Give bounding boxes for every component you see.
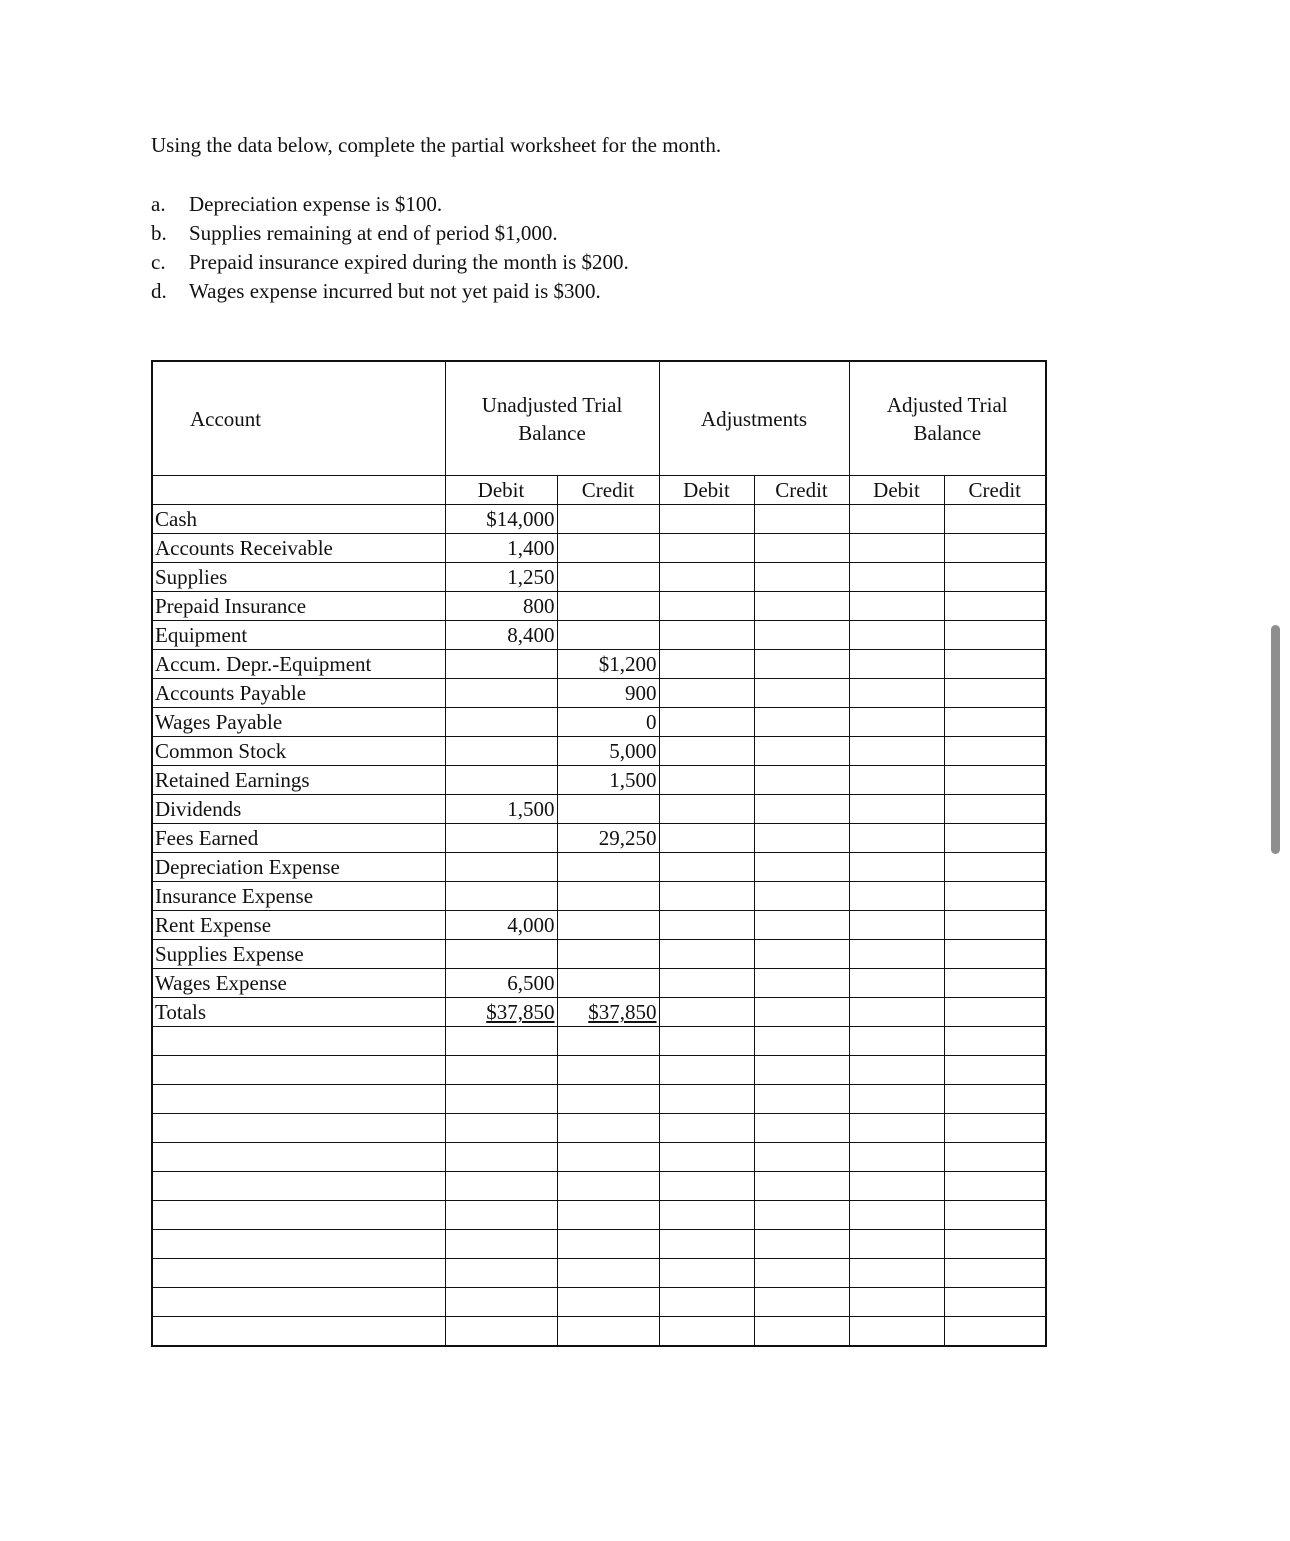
adjusted-trial-balance-header xyxy=(849,361,1046,476)
unadjusted-credit-cell xyxy=(557,534,659,563)
account-cell: Rent Expense xyxy=(152,911,445,940)
sub-header-debit: Debit xyxy=(445,476,557,505)
unadjusted-credit-cell xyxy=(557,679,659,708)
table-row xyxy=(152,911,1046,940)
header-line: Balance xyxy=(518,420,586,445)
unadjusted-debit-cell xyxy=(445,650,557,679)
adjusted-debit-cell[interactable] xyxy=(849,563,944,592)
blank-cell[interactable] xyxy=(944,1056,1046,1085)
blank-row xyxy=(152,1085,1046,1114)
adjusted-debit-cell[interactable] xyxy=(849,853,944,882)
adjusted-debit-cell[interactable] xyxy=(849,969,944,998)
adjusted-credit-cell[interactable] xyxy=(944,534,1046,563)
adjusted-debit-cell[interactable] xyxy=(849,998,944,1027)
blank-cell[interactable] xyxy=(659,1027,754,1056)
adjusted-debit-cell[interactable] xyxy=(849,505,944,534)
adjusted-credit-cell[interactable] xyxy=(944,679,1046,708)
unadjusted-debit-cell xyxy=(445,708,557,737)
sub-header-blank xyxy=(152,476,445,505)
unadjusted-debit-cell xyxy=(445,998,557,1027)
blank-cell[interactable] xyxy=(557,1085,659,1114)
adjustments-debit-cell[interactable] xyxy=(659,679,754,708)
blank-cell[interactable] xyxy=(754,1085,849,1114)
adjusted-debit-cell[interactable] xyxy=(849,940,944,969)
adjustments-credit-cell[interactable] xyxy=(754,592,849,621)
blank-row xyxy=(152,1114,1046,1143)
debit-value: 1,500 xyxy=(507,797,555,821)
blank-cell[interactable] xyxy=(849,1027,944,1056)
blank-cell[interactable] xyxy=(849,1230,944,1259)
account-cell: Retained Earnings xyxy=(152,766,445,795)
blank-cell[interactable] xyxy=(754,1056,849,1085)
credit-value: $37,850 xyxy=(588,1000,657,1024)
blank-cell[interactable] xyxy=(849,1259,944,1288)
unadjusted-debit-cell xyxy=(445,679,557,708)
blank-cell[interactable] xyxy=(659,1288,754,1317)
blank-cell[interactable] xyxy=(754,1114,849,1143)
unadjusted-credit-cell xyxy=(557,737,659,766)
credit-value: 900 xyxy=(625,681,657,705)
blank-cell[interactable] xyxy=(659,1230,754,1259)
table-row xyxy=(152,795,1046,824)
adjustments-debit-cell[interactable] xyxy=(659,882,754,911)
adjustments-credit-cell[interactable] xyxy=(754,969,849,998)
table-row xyxy=(152,592,1046,621)
blank-cell[interactable] xyxy=(659,1201,754,1230)
account-cell: Dividends xyxy=(152,795,445,824)
adjustments-header: Adjustments xyxy=(659,361,849,476)
adjustments-debit-cell[interactable] xyxy=(659,795,754,824)
adjusted-credit-cell[interactable] xyxy=(944,911,1046,940)
blank-cell[interactable] xyxy=(557,1201,659,1230)
blank-cell[interactable] xyxy=(754,1317,849,1347)
blank-cell[interactable] xyxy=(659,1143,754,1172)
totals-row xyxy=(152,998,1046,1027)
blank-cell[interactable] xyxy=(557,1027,659,1056)
blank-cell[interactable] xyxy=(754,1259,849,1288)
adjusted-debit-cell[interactable] xyxy=(849,708,944,737)
adjusted-credit-cell[interactable] xyxy=(944,737,1046,766)
adjustments-debit-cell[interactable] xyxy=(659,853,754,882)
blank-cell[interactable] xyxy=(557,1056,659,1085)
adjusted-debit-cell[interactable] xyxy=(849,534,944,563)
adjustments-credit-cell[interactable] xyxy=(754,534,849,563)
table-row xyxy=(152,621,1046,650)
blank-cell[interactable] xyxy=(944,1114,1046,1143)
adjusted-debit-cell[interactable] xyxy=(849,766,944,795)
adjusted-debit-cell[interactable] xyxy=(849,737,944,766)
adjusted-credit-cell[interactable] xyxy=(944,563,1046,592)
blank-row xyxy=(152,1201,1046,1230)
unadjusted-credit-cell xyxy=(557,882,659,911)
adjusted-credit-cell[interactable] xyxy=(944,998,1046,1027)
item-letter: c. xyxy=(151,250,166,274)
worksheet-table xyxy=(151,360,1047,1347)
table-row xyxy=(152,650,1046,679)
adjusted-credit-cell[interactable] xyxy=(944,505,1046,534)
adjustments-debit-cell[interactable] xyxy=(659,708,754,737)
account-cell: Fees Earned xyxy=(152,824,445,853)
blank-cell[interactable] xyxy=(557,1172,659,1201)
adjusted-credit-cell[interactable] xyxy=(944,795,1046,824)
unadjusted-debit-cell xyxy=(445,766,557,795)
list-item xyxy=(151,190,629,219)
list-item xyxy=(151,248,629,277)
blank-cell[interactable] xyxy=(944,1172,1046,1201)
table-row xyxy=(152,708,1046,737)
unadjusted-debit-cell xyxy=(445,969,557,998)
debit-value: 1,250 xyxy=(507,565,555,589)
blank-cell[interactable] xyxy=(849,1056,944,1085)
blank-cell[interactable] xyxy=(754,1172,849,1201)
unadjusted-credit-cell xyxy=(557,795,659,824)
blank-row xyxy=(152,1288,1046,1317)
account-cell: Wages Payable xyxy=(152,708,445,737)
unadjusted-credit-cell xyxy=(557,911,659,940)
item-text: Depreciation expense is $100. xyxy=(189,192,443,216)
unadjusted-debit-cell xyxy=(445,795,557,824)
unadjusted-debit-cell xyxy=(445,534,557,563)
blank-row xyxy=(152,1317,1046,1347)
adjustments-credit-cell[interactable] xyxy=(754,795,849,824)
blank-cell[interactable] xyxy=(152,1259,445,1288)
adjusted-debit-cell[interactable] xyxy=(849,650,944,679)
adjustments-debit-cell[interactable] xyxy=(659,824,754,853)
debit-value: 4,000 xyxy=(507,913,555,937)
account-cell: Cash xyxy=(152,505,445,534)
blank-cell[interactable] xyxy=(152,1201,445,1230)
sub-header-credit: Credit xyxy=(557,476,659,505)
unadjusted-debit-cell xyxy=(445,621,557,650)
table-row xyxy=(152,766,1046,795)
adjustments-credit-cell[interactable] xyxy=(754,766,849,795)
adjusted-credit-cell[interactable] xyxy=(944,940,1046,969)
blank-cell[interactable] xyxy=(849,1201,944,1230)
adjusted-credit-cell[interactable] xyxy=(944,621,1046,650)
blank-cell[interactable] xyxy=(659,1056,754,1085)
blank-cell[interactable] xyxy=(944,1143,1046,1172)
adjustments-credit-cell[interactable] xyxy=(754,679,849,708)
blank-cell[interactable] xyxy=(849,1143,944,1172)
account-cell: Supplies Expense xyxy=(152,940,445,969)
blank-cell[interactable] xyxy=(849,1172,944,1201)
adjusted-credit-cell[interactable] xyxy=(944,853,1046,882)
adjustments-credit-cell[interactable] xyxy=(754,853,849,882)
blank-cell[interactable] xyxy=(152,1056,445,1085)
blank-cell[interactable] xyxy=(659,1317,754,1347)
blank-cell[interactable] xyxy=(659,1085,754,1114)
adjustments-debit-cell[interactable] xyxy=(659,969,754,998)
unadjusted-credit-cell xyxy=(557,708,659,737)
unadjusted-credit-cell xyxy=(557,853,659,882)
table-row xyxy=(152,737,1046,766)
blank-cell[interactable] xyxy=(152,1172,445,1201)
adjustments-credit-cell[interactable] xyxy=(754,940,849,969)
unadjusted-debit-cell xyxy=(445,563,557,592)
item-letter: b. xyxy=(151,221,167,245)
table-row xyxy=(152,563,1046,592)
adjustments-credit-cell[interactable] xyxy=(754,708,849,737)
adjustments-credit-cell[interactable] xyxy=(754,998,849,1027)
unadjusted-debit-cell xyxy=(445,505,557,534)
unadjusted-debit-cell xyxy=(445,592,557,621)
credit-value: 0 xyxy=(646,710,657,734)
table-row xyxy=(152,679,1046,708)
blank-cell[interactable] xyxy=(944,1027,1046,1056)
blank-cell[interactable] xyxy=(445,1259,557,1288)
blank-cell[interactable] xyxy=(849,1114,944,1143)
sub-header-debit: Debit xyxy=(659,476,754,505)
blank-cell[interactable] xyxy=(152,1288,445,1317)
blank-cell[interactable] xyxy=(659,1259,754,1288)
adjustments-debit-cell[interactable] xyxy=(659,940,754,969)
blank-cell[interactable] xyxy=(445,1085,557,1114)
adjusted-credit-cell[interactable] xyxy=(944,824,1046,853)
blank-cell[interactable] xyxy=(445,1317,557,1347)
blank-cell[interactable] xyxy=(557,1259,659,1288)
blank-cell[interactable] xyxy=(445,1288,557,1317)
adjustments-debit-cell[interactable] xyxy=(659,737,754,766)
item-letter: a. xyxy=(151,192,166,216)
unadjusted-debit-cell xyxy=(445,911,557,940)
blank-cell[interactable] xyxy=(944,1201,1046,1230)
adjustments-debit-cell[interactable] xyxy=(659,563,754,592)
sub-header-credit: Credit xyxy=(754,476,849,505)
blank-cell[interactable] xyxy=(944,1230,1046,1259)
unadjusted-credit-cell xyxy=(557,592,659,621)
blank-cell[interactable] xyxy=(557,1317,659,1347)
blank-cell[interactable] xyxy=(152,1085,445,1114)
table-row xyxy=(152,534,1046,563)
adjustments-credit-cell[interactable] xyxy=(754,563,849,592)
adjustments-debit-cell[interactable] xyxy=(659,998,754,1027)
account-cell: Supplies xyxy=(152,563,445,592)
blank-cell[interactable] xyxy=(849,1317,944,1347)
adjustments-debit-cell[interactable] xyxy=(659,621,754,650)
adjustments-debit-cell[interactable] xyxy=(659,592,754,621)
header-line: Balance xyxy=(913,420,982,445)
account-cell: Accum. Depr.-Equipment xyxy=(152,650,445,679)
blank-row xyxy=(152,1027,1046,1056)
unadjusted-debit-cell xyxy=(445,940,557,969)
item-text: Prepaid insurance expired during the month is $200. xyxy=(189,250,629,274)
credit-value: $1,200 xyxy=(598,652,657,676)
adjustments-debit-cell[interactable] xyxy=(659,766,754,795)
unadjusted-trial-balance-header xyxy=(445,361,659,476)
unadjusted-debit-cell xyxy=(445,737,557,766)
unadjusted-debit-cell xyxy=(445,882,557,911)
blank-row xyxy=(152,1172,1046,1201)
sub-header-debit: Debit xyxy=(849,476,944,505)
adjustments-debit-cell[interactable] xyxy=(659,534,754,563)
credit-value: 29,250 xyxy=(598,826,657,850)
account-cell: Depreciation Expense xyxy=(152,853,445,882)
blank-cell[interactable] xyxy=(944,1085,1046,1114)
debit-value: 1,400 xyxy=(507,536,555,560)
blank-cell[interactable] xyxy=(445,1056,557,1085)
blank-cell[interactable] xyxy=(754,1027,849,1056)
unadjusted-credit-cell xyxy=(557,650,659,679)
scrollbar[interactable] xyxy=(1271,625,1280,854)
blank-cell[interactable] xyxy=(152,1230,445,1259)
blank-cell[interactable] xyxy=(754,1201,849,1230)
blank-cell[interactable] xyxy=(849,1288,944,1317)
blank-cell[interactable] xyxy=(944,1317,1046,1347)
adjustment-data-list xyxy=(151,190,629,306)
blank-cell[interactable] xyxy=(557,1230,659,1259)
blank-cell[interactable] xyxy=(944,1288,1046,1317)
account-cell: Prepaid Insurance xyxy=(152,592,445,621)
adjustments-credit-cell[interactable] xyxy=(754,650,849,679)
adjustments-credit-cell[interactable] xyxy=(754,824,849,853)
adjusted-debit-cell[interactable] xyxy=(849,621,944,650)
credit-value: 1,500 xyxy=(609,768,657,792)
adjusted-debit-cell[interactable] xyxy=(849,795,944,824)
blank-cell[interactable] xyxy=(445,1027,557,1056)
item-text: Supplies remaining at end of period $1,000. xyxy=(189,221,558,245)
adjusted-debit-cell[interactable] xyxy=(849,911,944,940)
account-cell: Insurance Expense xyxy=(152,882,445,911)
table-row xyxy=(152,853,1046,882)
debit-value: $37,850 xyxy=(486,1000,555,1024)
blank-row xyxy=(152,1056,1046,1085)
item-text: Wages expense incurred but not yet paid is $300. xyxy=(189,279,601,303)
blank-cell[interactable] xyxy=(659,1114,754,1143)
table-row xyxy=(152,969,1046,998)
blank-cell[interactable] xyxy=(557,1114,659,1143)
unadjusted-credit-cell xyxy=(557,940,659,969)
debit-value: 800 xyxy=(523,594,555,618)
blank-cell[interactable] xyxy=(557,1288,659,1317)
adjusted-debit-cell[interactable] xyxy=(849,824,944,853)
debit-value: 8,400 xyxy=(507,623,555,647)
blank-cell[interactable] xyxy=(849,1085,944,1114)
blank-cell[interactable] xyxy=(754,1143,849,1172)
blank-cell[interactable] xyxy=(754,1230,849,1259)
account-cell: Common Stock xyxy=(152,737,445,766)
table-row xyxy=(152,505,1046,534)
blank-cell[interactable] xyxy=(659,1172,754,1201)
adjustments-debit-cell[interactable] xyxy=(659,505,754,534)
adjusted-credit-cell[interactable] xyxy=(944,882,1046,911)
blank-cell[interactable] xyxy=(445,1172,557,1201)
account-cell: Totals xyxy=(152,998,445,1027)
adjustments-credit-cell[interactable] xyxy=(754,737,849,766)
adjustments-credit-cell[interactable] xyxy=(754,621,849,650)
blank-row xyxy=(152,1259,1046,1288)
adjusted-credit-cell[interactable] xyxy=(944,766,1046,795)
adjusted-credit-cell[interactable] xyxy=(944,708,1046,737)
blank-cell[interactable] xyxy=(152,1114,445,1143)
unadjusted-credit-cell xyxy=(557,766,659,795)
instructions: Using the data below, complete the partial worksheet for the month. xyxy=(151,133,722,157)
blank-cell[interactable] xyxy=(152,1317,445,1347)
adjustments-debit-cell[interactable] xyxy=(659,650,754,679)
adjusted-debit-cell[interactable] xyxy=(849,592,944,621)
blank-cell[interactable] xyxy=(445,1143,557,1172)
unadjusted-credit-cell xyxy=(557,563,659,592)
adjustments-credit-cell[interactable] xyxy=(754,882,849,911)
account-cell: Accounts Receivable xyxy=(152,534,445,563)
table-row xyxy=(152,882,1046,911)
header-line: Unadjusted Trial xyxy=(481,392,623,417)
unadjusted-credit-cell xyxy=(557,969,659,998)
unadjusted-credit-cell xyxy=(557,824,659,853)
blank-cell[interactable] xyxy=(445,1114,557,1143)
blank-row xyxy=(152,1230,1046,1259)
blank-cell[interactable] xyxy=(445,1230,557,1259)
unadjusted-debit-cell xyxy=(445,824,557,853)
blank-row xyxy=(152,1143,1046,1172)
account-cell: Accounts Payable xyxy=(152,679,445,708)
blank-cell[interactable] xyxy=(944,1259,1046,1288)
table-row xyxy=(152,824,1046,853)
blank-cell[interactable] xyxy=(557,1143,659,1172)
unadjusted-debit-cell xyxy=(445,853,557,882)
adjustments-debit-cell[interactable] xyxy=(659,911,754,940)
unadjusted-credit-cell xyxy=(557,998,659,1027)
adjustments-credit-cell[interactable] xyxy=(754,911,849,940)
blank-cell[interactable] xyxy=(152,1027,445,1056)
adjusted-credit-cell[interactable] xyxy=(944,650,1046,679)
unadjusted-credit-cell xyxy=(557,621,659,650)
debit-value: 6,500 xyxy=(507,971,555,995)
credit-value: 5,000 xyxy=(609,739,657,763)
account-cell: Wages Expense xyxy=(152,969,445,998)
blank-cell[interactable] xyxy=(152,1143,445,1172)
list-item xyxy=(151,277,629,306)
item-letter: d. xyxy=(151,279,167,303)
sub-header-credit: Credit xyxy=(944,476,1046,505)
header-line: Adjusted Trial xyxy=(886,392,1008,417)
debit-value: $14,000 xyxy=(486,507,555,531)
table-row xyxy=(152,940,1046,969)
adjusted-debit-cell[interactable] xyxy=(849,882,944,911)
list-item xyxy=(151,219,629,248)
adjusted-credit-cell[interactable] xyxy=(944,592,1046,621)
blank-cell[interactable] xyxy=(445,1201,557,1230)
adjusted-credit-cell[interactable] xyxy=(944,969,1046,998)
adjustments-credit-cell[interactable] xyxy=(754,505,849,534)
unadjusted-credit-cell xyxy=(557,505,659,534)
account-cell: Equipment xyxy=(152,621,445,650)
account-header: Account xyxy=(152,361,445,476)
blank-cell[interactable] xyxy=(754,1288,849,1317)
worksheet-body xyxy=(152,505,1046,1347)
adjusted-debit-cell[interactable] xyxy=(849,679,944,708)
